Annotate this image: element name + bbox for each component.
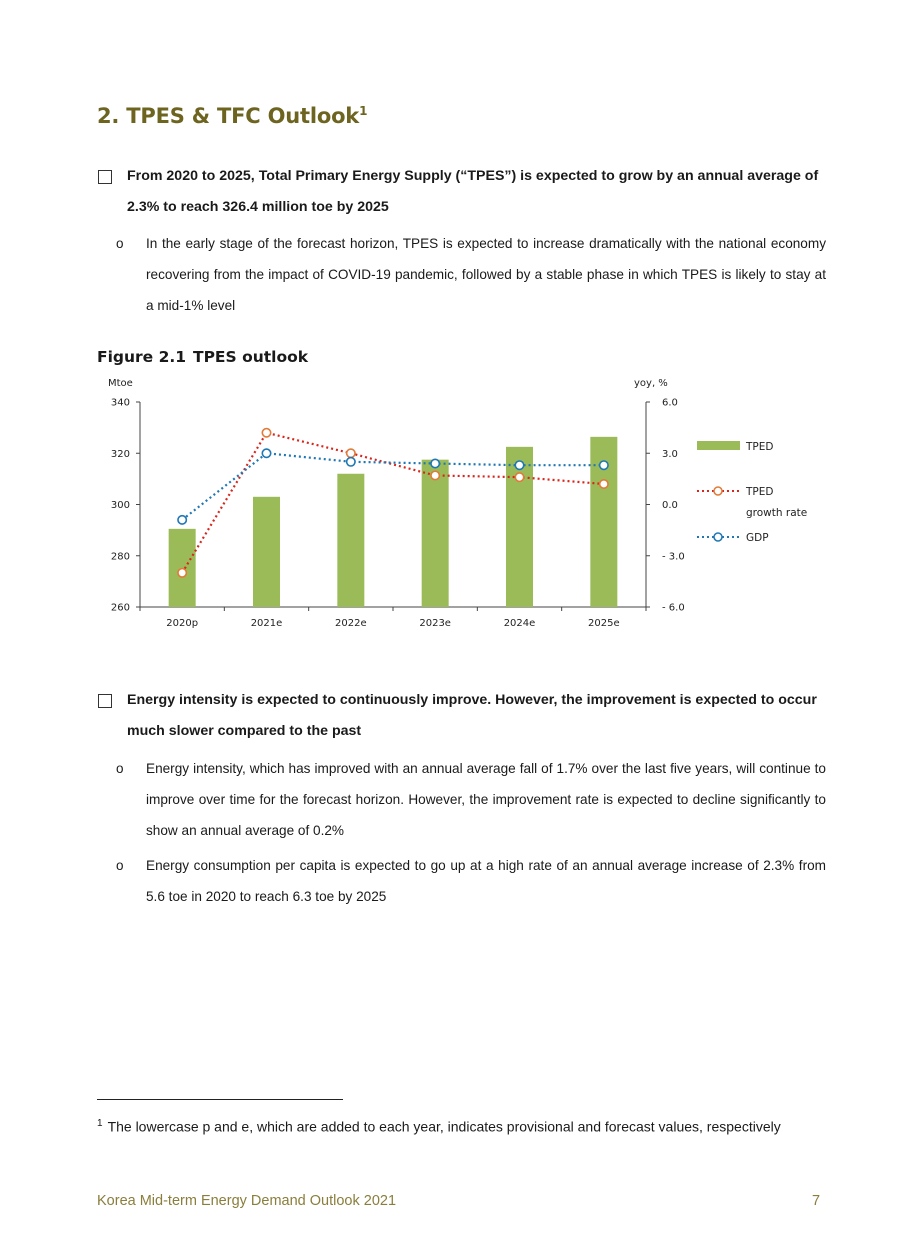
- x-tick-labels: [166, 618, 619, 629]
- bullet1-text: In the early stage of the forecast horizon, TPES is expected to increase dramatically with the national economy recovering from the impact of COVID-19 pandemic, followed by a stable phase in which TPES is likely to stay at a mid-1% level: [146, 236, 826, 313]
- point-tped-growth: [431, 471, 439, 479]
- legend-marker-growth: [714, 487, 722, 495]
- right-tick-label: 3.0: [662, 448, 678, 460]
- checkbox-icon: [98, 694, 112, 708]
- point-gdp: [262, 449, 270, 457]
- point-tped-growth: [347, 449, 355, 457]
- figure-label: Figure 2.1: [97, 348, 187, 366]
- bullet2-item1-marker: o: [116, 761, 124, 776]
- right-tick-label: - 6.0: [662, 602, 685, 614]
- section-title: 2. TPES & TFC Outlook$^1$: [97, 104, 368, 128]
- x-tick-label: 2021e: [250, 618, 283, 629]
- line-tped-growth: [182, 433, 604, 573]
- footnote-number: 1: [97, 1118, 103, 1129]
- x-tick-label: 2022e: [335, 618, 367, 629]
- bullet2-heading: Energy intensity is expected to continuously improve. However, the improvement is expected to occur much slower compared to the past: [127, 692, 817, 739]
- x-tick-label: 2020p: [166, 618, 199, 629]
- point-tped-growth: [600, 480, 608, 488]
- x-tick-label: 2023e: [419, 618, 451, 629]
- tpes-chart: [0, 370, 920, 640]
- bar-tped: [422, 460, 449, 607]
- bar-tped: [506, 447, 533, 607]
- footer-title: Korea Mid-term Energy Demand Outlook 2021: [97, 1193, 397, 1209]
- legend-marker-gdp: [714, 533, 722, 541]
- x-tick-label: 2025e: [588, 618, 620, 629]
- legend-label-gdp: GDP: [746, 532, 769, 544]
- legend-swatch-tped: [697, 441, 740, 450]
- footnote: [97, 1113, 824, 1138]
- left-axis-label: Mtoe: [108, 378, 133, 389]
- bullet2-item2-text: Energy consumption per capita is expected to go up at a high rate of an annual average increase of 2.3% from 5.6 toe in 2020 to reach 6.3 toe by 2025: [146, 858, 826, 904]
- point-tped-growth: [178, 569, 186, 577]
- chart-lines: [178, 429, 608, 577]
- footnote-text: The lowercase p and e, which are added to each year, indicates provisional and forecast values, respectively: [107, 1118, 781, 1135]
- bar-tped: [253, 497, 280, 607]
- point-tped-growth: [515, 473, 523, 481]
- bullet1-marker: o: [116, 236, 124, 251]
- page-number: 7: [812, 1193, 821, 1209]
- checkbox-icon: [98, 170, 112, 184]
- point-gdp: [515, 461, 523, 469]
- right-tick-label: 0.0: [662, 500, 678, 511]
- point-gdp: [178, 516, 186, 524]
- left-tick-label: 340: [110, 397, 130, 409]
- x-tick-label: 2024e: [503, 618, 536, 629]
- point-tped-growth: [262, 429, 270, 437]
- right-tick-label: - 3.0: [662, 551, 685, 563]
- point-gdp: [431, 459, 439, 467]
- right-axis-label: yoy, %: [634, 378, 668, 389]
- bar-tped: [337, 474, 364, 607]
- bullet2-item1-text: Energy intensity, which has improved with an annual average fall of 1.7% over the last five years, will continue to improve over time for the forecast horizon. However, the improvement rate is expected to decline significantly to show an annual average of 0.2%: [146, 761, 826, 838]
- chart-bars: [169, 437, 618, 607]
- footnote-ref: 1: [359, 104, 368, 118]
- left-tick-label: 260: [110, 602, 130, 614]
- right-tick-label: 6.0: [662, 397, 678, 409]
- left-tick-label: 300: [110, 500, 130, 511]
- legend-label-growth-1: TPED: [746, 486, 774, 498]
- figure-title: TPES outlook: [193, 348, 309, 366]
- point-gdp: [347, 458, 355, 466]
- left-tick-label: 280: [110, 551, 130, 563]
- bullet1-heading: From 2020 to 2025, Total Primary Energy Supply (“TPES”) is expected to grow by an annual average of 2.3% to reach 326.4 million toe by 2025: [127, 168, 819, 215]
- left-tick-label: 320: [110, 448, 130, 460]
- point-gdp: [600, 461, 608, 469]
- line-gdp: [182, 453, 604, 520]
- legend-label-growth-2: growth rate: [746, 507, 808, 519]
- legend-label-tped: TPED: [746, 441, 774, 453]
- footnote-divider: [97, 1099, 343, 1100]
- bullet2-item2-marker: o: [116, 858, 124, 873]
